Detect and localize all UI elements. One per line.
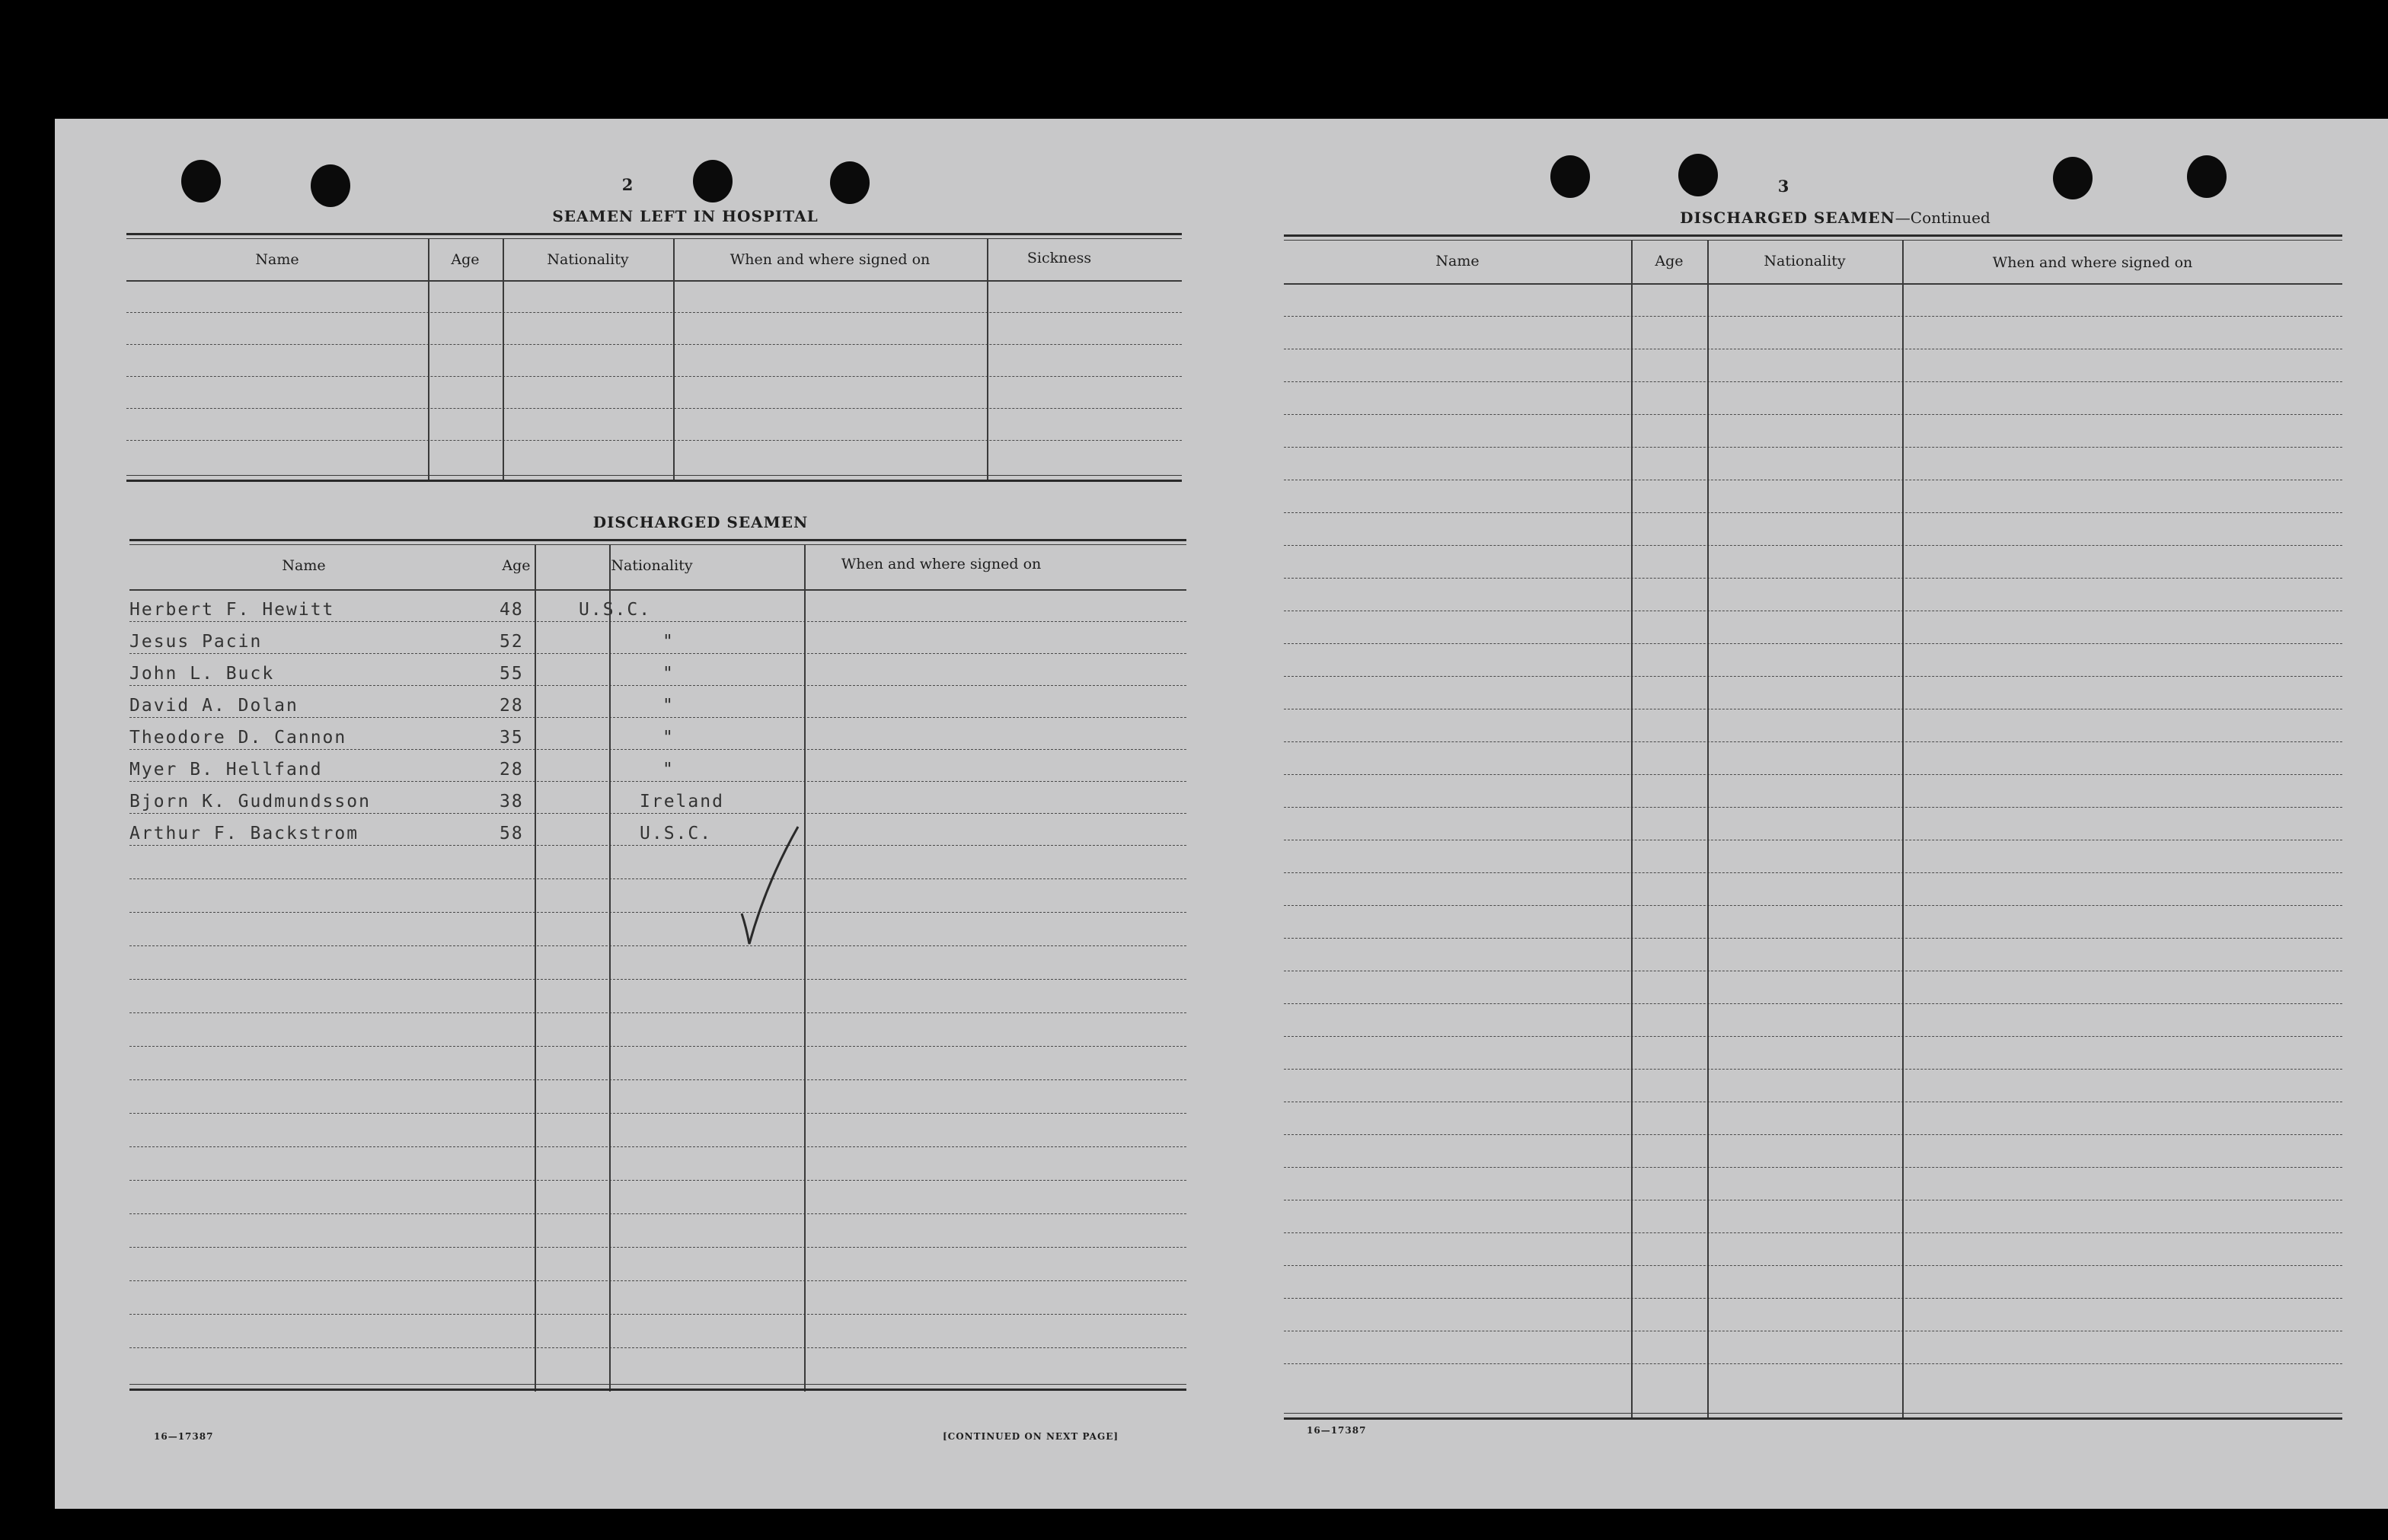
table-row [1284,1200,2342,1233]
seaman-age: 52 [500,632,524,652]
table-row [126,376,1182,409]
punch-hole [693,160,733,202]
table-row [126,280,1182,313]
seaman-name: Arthur F. Backstrom [129,824,359,843]
table-row [129,1213,1186,1248]
table-row [129,945,1186,980]
table-row [129,912,1186,946]
table-row [129,749,1186,782]
col-header-name: Name [255,251,299,268]
table-row [1284,611,2342,644]
col-header-age: Age [502,557,531,574]
table-row [1284,578,2342,611]
seaman-age: 58 [500,824,524,843]
table-row [1284,905,2342,939]
discharged-continued-table [1284,234,2342,1422]
col-header-name: Name [1435,253,1480,269]
table-row [129,1046,1186,1080]
seaman-nationality: " [662,664,675,684]
seaman-nationality: " [662,760,675,780]
table-row [1284,1036,2342,1070]
table-row [1284,1167,2342,1200]
seaman-nationality: U.S.C. [640,824,713,843]
table-row [1284,545,2342,579]
table-row [129,813,1186,846]
table-row [1284,643,2342,677]
seaman-name: Myer B. Hellfand [129,760,323,780]
table-row [1284,1331,2342,1364]
table-row [1284,1265,2342,1299]
table-row [129,653,1186,686]
table-row [1284,1003,2342,1037]
seaman-age: 48 [500,600,524,620]
discharged-title-continued: —Continued [1895,209,1991,227]
table-row [129,1180,1186,1214]
table-row [1284,512,2342,546]
table-row [1284,840,2342,873]
seaman-nationality: " [662,632,675,652]
table-row [129,621,1186,654]
page-number-right: 3 [1777,177,1789,196]
table-row [1284,1134,2342,1168]
checkmark-icon [736,822,804,952]
table-row [129,1113,1186,1147]
table-row [1284,872,2342,906]
hospital-table [126,233,1182,492]
discharged-title-main: DISCHARGED SEAMEN [1680,209,1895,227]
seaman-name: John L. Buck [129,664,275,684]
col-header-nationality: Nationality [547,251,629,268]
seaman-age: 38 [500,792,524,811]
punch-hole [2053,157,2093,199]
table-row [129,1247,1186,1281]
punch-hole [1678,154,1718,196]
table-row [1284,938,2342,971]
form-number: 16—17387 [154,1431,214,1442]
punch-hole [2187,155,2227,198]
table-row [129,1347,1186,1381]
discharged-section-title: DISCHARGED SEAMEN [592,513,809,531]
col-header-signed-on: When and where signed on [729,251,931,268]
table-row [1284,709,2342,742]
page-number-left: 2 [621,175,634,194]
table-row [1284,1363,2342,1396]
table-row [1284,971,2342,1004]
table-row [129,1012,1186,1047]
seaman-name: Jesus Pacin [129,632,263,652]
table-row [1284,480,2342,513]
hospital-section-title: SEAMEN LEFT IN HOSPITAL [552,207,819,225]
table-row [129,781,1186,814]
table-row [129,1280,1186,1315]
table-row [1284,447,2342,480]
discharged-continued-title [1591,209,2079,227]
table-row [1284,381,2342,415]
punch-hole [830,161,870,204]
col-header-nationality: Nationality [1764,253,1846,269]
form-number: 16—17387 [1307,1425,1367,1436]
table-row [1284,283,2342,317]
seaman-name: Bjorn K. Gudmundsson [129,792,371,811]
seaman-nationality: " [662,696,675,716]
table-row [1284,807,2342,840]
table-row [129,1146,1186,1181]
table-row [1284,741,2342,775]
seaman-nationality: Ireland [640,792,724,811]
table-row [129,845,1186,879]
seaman-age: 35 [500,728,524,748]
col-header-age: Age [451,251,480,268]
table-row [1284,1102,2342,1135]
col-header-name: Name [282,557,326,574]
table-row [126,440,1182,472]
col-header-age: Age [1655,253,1684,269]
col-header-nationality: Nationality [611,557,693,574]
seaman-nationality: " [662,728,675,748]
seaman-age: 28 [500,760,524,780]
table-row [129,1079,1186,1114]
seaman-name: Theodore D. Cannon [129,728,347,748]
table-row [126,344,1182,377]
table-row [1284,316,2342,349]
table-row [1284,1298,2342,1331]
punch-hole [181,160,221,202]
discharged-table [129,539,1186,1407]
table-row [1284,414,2342,448]
table-row [1284,1069,2342,1102]
table-row [129,717,1186,750]
seaman-nationality: U.S.C. [579,600,652,620]
table-row [129,685,1186,718]
table-row [129,878,1186,913]
table-row [1284,774,2342,808]
table-row [1284,349,2342,382]
continued-note: [CONTINUED ON NEXT PAGE] [943,1431,1119,1442]
seaman-name: Herbert F. Hewitt [129,600,335,620]
col-header-sickness: Sickness [1026,250,1092,266]
seaman-name: David A. Dolan [129,696,298,716]
table-row [129,1314,1186,1348]
seaman-age: 28 [500,696,524,716]
col-header-signed-on: When and where signed on [841,556,1042,572]
table-row [129,589,1186,622]
seaman-age: 55 [500,664,524,684]
table-row [1284,1232,2342,1266]
scanned-form [55,119,2388,1509]
punch-hole [311,164,350,207]
punch-hole [1550,155,1590,198]
table-row [126,408,1182,441]
col-header-signed-on: When and where signed on [1992,254,2193,271]
table-row [129,979,1186,1013]
table-row [1284,676,2342,709]
table-row [126,312,1182,345]
